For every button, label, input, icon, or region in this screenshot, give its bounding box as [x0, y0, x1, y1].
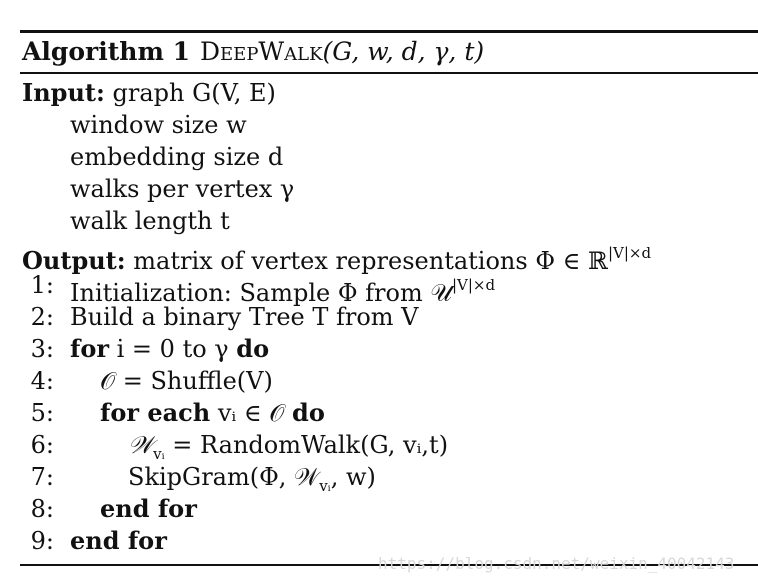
step-7-rest: , w)	[330, 463, 376, 491]
step-number: 2:	[30, 303, 54, 331]
step-number: 6:	[30, 431, 54, 459]
step-6-sub: vᵢ	[153, 445, 165, 463]
step-8	[100, 494, 197, 524]
step-5-keyword: for each	[100, 398, 211, 427]
step-9	[70, 526, 167, 556]
header-rule	[20, 72, 758, 74]
algorithm-args: (G, w, d, γ, t)	[322, 37, 485, 66]
step-7-text: SkipGram(Φ, 𝒲	[128, 463, 320, 491]
step-4: 𝒪 = Shuffle(V)	[100, 367, 273, 395]
step-number: 7:	[30, 463, 54, 491]
step-3-text: i = 0 to γ	[116, 335, 229, 363]
step-2: Build a binary Tree T from V	[70, 303, 419, 331]
step-5-text: vᵢ ∈ 𝒪	[217, 399, 285, 427]
step-1-text: Initialization: Sample Φ from 𝒰	[70, 279, 452, 307]
algorithm-block	[20, 30, 758, 570]
input-walk-length: walk length t	[70, 207, 230, 235]
output-label: Output:	[22, 246, 126, 275]
algorithm-name: DeepWalk	[200, 37, 323, 66]
top-rule	[20, 30, 758, 33]
step-9-keyword: end for	[70, 526, 167, 555]
step-6-text: 𝒲	[128, 431, 154, 459]
output-text: matrix of vertex representations Φ ∈ ℝ	[133, 247, 608, 275]
step-3-do: do	[236, 334, 270, 363]
input-label: Input:	[22, 78, 105, 107]
input-window-size: window size w	[70, 111, 247, 139]
algorithm-title	[22, 36, 484, 68]
step-number: 4:	[30, 367, 54, 395]
step-8-keyword: end for	[100, 494, 197, 523]
step-7-sub: vᵢ	[319, 477, 331, 495]
watermark-url: https://blog.csdn.net/weixin_40042143	[378, 554, 735, 573]
step-6-rest: = RandomWalk(G, vᵢ,t)	[164, 431, 449, 459]
input-line-1	[22, 78, 276, 108]
algorithm-label: Algorithm 1	[22, 37, 190, 66]
step-number: 9:	[30, 527, 54, 555]
step-1-sup: |V|×d	[451, 276, 496, 294]
step-3-keyword: for	[70, 334, 109, 363]
input-graph: graph G(V, E)	[112, 79, 276, 107]
step-number: 3:	[30, 335, 54, 363]
step-number: 5:	[30, 399, 54, 427]
output-sup: |V|×d	[607, 244, 652, 262]
step-5-do: do	[292, 398, 325, 427]
step-number: 1:	[30, 271, 54, 299]
step-5	[100, 398, 325, 428]
step-number: 8:	[30, 495, 54, 523]
input-embedding-size: embedding size d	[70, 143, 284, 171]
step-3	[70, 334, 269, 364]
input-walks-per-vertex: walks per vertex γ	[70, 175, 295, 203]
